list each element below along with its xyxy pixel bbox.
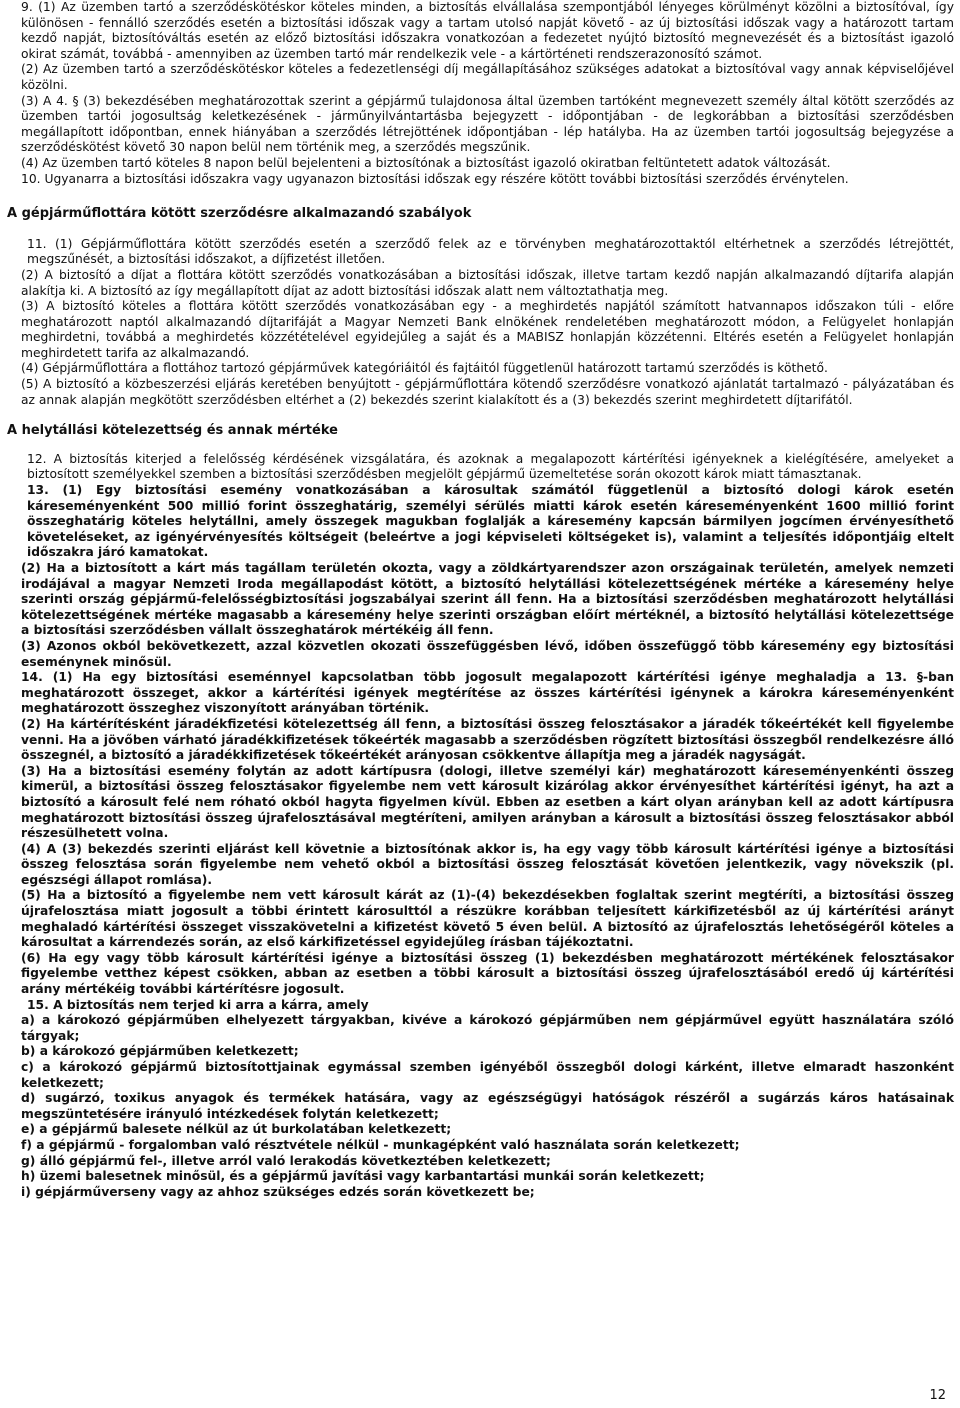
paragraph: 15. A biztosítás nem terjed ki arra a kárra, amely bbox=[27, 997, 369, 1012]
paragraph: i) gépjárműverseny vagy az ahhoz szükséges edzés során következett be; bbox=[21, 1184, 535, 1199]
paragraph: f) a gépjármű - forgalomban való résztvétele nélkül - munkagépként való használata során keletkezett; bbox=[21, 1137, 740, 1152]
paragraph: (3) Azonos okból bekövetkezett, azzal közvetlen okozati összefüggésben lévő, időben összefüggő több káresemény egy biztosítási eseménynek minősül. bbox=[21, 638, 954, 669]
paragraph: c) a károkozó gépjármű biztosítottjainak egymással szemben igényéből összegből dologi kárként, illetve elmaradt haszonként keletkezett; bbox=[21, 1060, 954, 1090]
paragraph: (2) A biztosító a díjat a flottára kötött szerződés vonatkozásában a biztosítási időszak, illetve tartam kezdő napján alkalmazandó díjtarifa alapján alakítja ki. A biztosító az így megállapított díjat az adott biztosítási időszak alatt nem változtathatja meg. bbox=[21, 267, 954, 298]
paragraph: 9. (1) Az üzemben tartó a szerződéskötéskor köteles minden, a biztosítás elvállalása szempontjából lényeges körülményt közölni a biztosítóval, így különösen - fennálló szerződés esetén a biztosítási időszak vagy a tartam utolsó napját követő - az új biztosítási időszak vagy a határozott tartam kezdő napját, biztosítóváltás esetén az előző biztosítási időszakra vonatkozóan a fedezetet nyújtó biztosító megnevezését és a biztosítást igazoló okirat számát, továbbá - amennyiben az üzemben tartó már rendelkezik vele - a kártörténeti rendszerazonosító számot. bbox=[21, 0, 954, 61]
page-number: 12 bbox=[929, 1388, 946, 1404]
paragraph: (3) A 4. § (3) bekezdésében meghatározottak szerint a gépjármű tulajdonosa által üzemben tartóként megnevezett személy által kötött szerződés az üzemben tartói jogosultság keletkezésének - járműnyilvántartásba bejegyzett - időpontjában - de legkorábban a biztosítási szerződésben megállapított időpontban, ennek hiányában a szerződés létrejöttének időpontjában - lép hatályba. Ha az üzemben tartói jogosultság bejegyzése a szerződéskötést követő 30 napon belül nem történik meg, a szerződés megszűnik. bbox=[21, 93, 954, 155]
section-heading: A gépjárműflottára kötött szerződésre alkalmazandó szabályok bbox=[7, 206, 472, 222]
document-body bbox=[7, 0, 954, 1200]
paragraph: (4) Az üzemben tartó köteles 8 napon belül bejelenteni a biztosítónak a biztosítást igazoló okiratban feltüntetett adatok változását. bbox=[21, 155, 831, 170]
paragraph: 10. Ugyanarra a biztosítási időszakra vagy ugyanazon biztosítási időszak egy részére kötött további biztosítási szerződés érvénytelen. bbox=[21, 171, 849, 186]
paragraph: (3) A biztosító köteles a flottára kötött szerződés vonatkozásában egy - a meghirdetés napjától számított hatvannapos időszakon túli - előre meghatározott naptól alkalmazandó díjtarifáját a Magyar Nemzeti Bank elnökének rendeletében meghatározott módon, a Felügyelet honlapján meghirdetni, továbbá a meghirdetés közzétételével egyidejűleg a saját és a MABISZ honlapján közzétenni. Eltérés esetén a Felügyelet honlapján meghirdetett tarifa az alkalmazandó. bbox=[21, 299, 954, 360]
paragraph: 13. (1) Egy biztosítási esemény vonatkozásában a károsultak számától függetlenül a biztosító dologi károk esetén káreseményenként 500 millió forint összeghatárig, személyi sérülés miatti károk esetén káreseményenként 1600 millió forint összeghatárig köteles helytállni, amely összegek magukban foglalják a káresemény kapcsán bármilyen jogcímen érvényesíthető követeléseket, az igényérvényesítés költségeit (beleértve a jogi képviseleti költségeket is), valamint a teljesítés időpontjáig eltelt időszakra járó kamatokat. bbox=[27, 483, 954, 560]
paragraph: g) álló gépjármű fel-, illetve arról való lerakodás következtében keletkezett; bbox=[21, 1153, 551, 1168]
paragraph: a) a károkozó gépjárműben elhelyezett tárgyakban, kivéve a károkozó gépjárműben nem gépjárművel együtt használatára szóló tárgyak; bbox=[21, 1013, 954, 1043]
paragraph: e) a gépjármű balesete nélkül az út burkolatában keletkezett; bbox=[21, 1122, 452, 1137]
section-heading: A helytállási kötelezettség és annak mértéke bbox=[7, 423, 338, 439]
paragraph: 11. (1) Gépjárműflottára kötött szerződés esetén a szerződő felek az e törvényben meghatározottaktól eltérhetnek a szerződés létrejöttét, megszűnését, a biztosítási időszakot, a díjfizetést illetően. bbox=[27, 236, 954, 267]
paragraph: (6) Ha egy vagy több károsult kártérítési igénye a biztosítási összeg (1) bekezdésben meghatározott mértékének felosztásakor figyelembe vetthez képest csökken, abban az esetben a többi károsult a biztosítási összeg újrafelosztásából eredő új kártérítési arány mértékéig további kártérítésre jogosult. bbox=[21, 950, 954, 997]
paragraph: b) a károkozó gépjárműben keletkezett; bbox=[21, 1044, 299, 1059]
paragraph: d) sugárzó, toxikus anyagok és termékek hatására, vagy az egészségügyi hatóságok részéről a sugárzás káros hatásainak megszüntetésére irányuló intézkedések folytán keletkezett; bbox=[21, 1091, 954, 1121]
paragraph: (4) A (3) bekezdés szerinti eljárást kell követnie a biztosítónak akkor is, ha egy vagy több károsult kártérítési igénye a biztosítási összeg felosztása során figyelembe nem vehető okból a biztosítási összeg felosztását követően jelentkezik, vagy növekszik (pl. egészségi állapot romlása). bbox=[21, 841, 954, 887]
paragraph: 12. A biztosítás kiterjed a felelősség kérdésének vizsgálatára, és azoknak a megalapozott kártérítési igényeknek a kielégítésére, amelyeket a biztosított személyekkel szemben a biztosítási szerződésben megjelölt gépjármű üzemeltetése során okozott károk miatt támasztanak. bbox=[27, 451, 954, 482]
paragraph: (2) Az üzemben tartó a szerződéskötéskor köteles a fedezetlenségi díj megállapításához szükséges adatokat a biztosítóval vagy annak képviselőjével közölni. bbox=[21, 62, 954, 92]
paragraph: (3) Ha a biztosítási esemény folytán az adott kártípusra (dologi, illetve személyi kár) meghatározott káreseményenkénti összeg kimerül, a biztosítási összeg felosztásakor figyelembe nem vett károsult kizárólag akkor érvényesíthet kártérítési igényt, ha azt a biztosító a károsult felé nem róható okból hagyta figyelmen kívül. Ebben az esetben a kárt olyan arányban kell az adott kártípusra meghatározott biztosítási összeg újrafelosztásával megtéríteni, amilyen arányban a károsult a biztosítási összeg felosztásakor abból részesülhetett volna. bbox=[21, 763, 954, 841]
paragraph: 14. (1) Ha egy biztosítási eseménnyel kapcsolatban több jogosult megalapozott kártérítési igénye meghaladja a 13. §-ban meghatározott összeget, akkor a kártérítési igények megtérítése az összes kártérítési igénynek a károkra káreseményenként meghatározott összeghez viszonyított arányában történik. bbox=[21, 670, 954, 716]
paragraph: (2) Ha a biztosított a kárt más tagállam területén okozta, vagy a zöldkártyarendszer azon országainak területén, amelyek nemzeti irodájával a magyar Nemzeti Iroda megállapodást kötött, a biztosító helytállási kötelezettségének mértéke a káresemény helye szerinti ország gépjármű-felelősségbiztosítási jogszabályai szerint áll fenn. Ha a biztosítási szerződésben meghatározott helytállási kötelezettségének mértéke magasabb a káresemény helye szerinti országban előírt mértéknél, a biztosító helytállási kötelezettsége a biztosítási szerződésben vállalt összeghatárok mértékéig áll fenn. bbox=[21, 561, 954, 638]
paragraph: h) üzemi balesetnek minősül, és a gépjármű javítási vagy karbantartási munkái során keletkezett; bbox=[21, 1169, 705, 1184]
paragraph: (5) A biztosító a közbeszerzési eljárás keretében benyújtott - gépjárműflottára kötendő szerződésre vonatkozó ajánlatát tartalmazó - pályázatában és az annak alapján megkötött szerződésben eltérhet a (2) bekezdés szerint kialakított és a (3) bekezdés szerint meghirdetett díjtarifától. bbox=[21, 377, 954, 407]
paragraph: (5) Ha a biztosító a figyelembe nem vett károsult kárát az (1)-(4) bekezdésekben foglaltak szerint megtéríti, a biztosítási összeg újrafelosztása miatt jogosult a többi érintett károsulttól a részükre korábban teljesített kárkifizetésből az új kártérítési arányt meghaladó kártérítési összeget visszakövetelni a kifizetést követő 5 éven belül. A biztosító az újrafelosztás lehetőségéről köteles a károsultat a kárrendezés során, az első kárkifizetéssel egyidejűleg írásban tájékoztatni. bbox=[21, 888, 954, 950]
paragraph: (4) Gépjárműflottára a flottához tartozó gépjárművek kategóriáitól és fajtáitól függetlenül határozott tartamú szerződés is köthető. bbox=[21, 361, 828, 376]
paragraph: (2) Ha kártérítésként járadékfizetési kötelezettség áll fenn, a biztosítási összeg felosztásakor a járadék tőkeértékét kell figyelembe venni. Ha a jövőben várható járadékkifizetések tőkeérték magasabb a szerződésben rögzített biztosítási összegből rendelkezésre álló összegnél, a biztosító a járadékkifizetések tőkeértékét arányosan csökkentve állapítja meg a járadék nagyságát. bbox=[21, 716, 954, 763]
